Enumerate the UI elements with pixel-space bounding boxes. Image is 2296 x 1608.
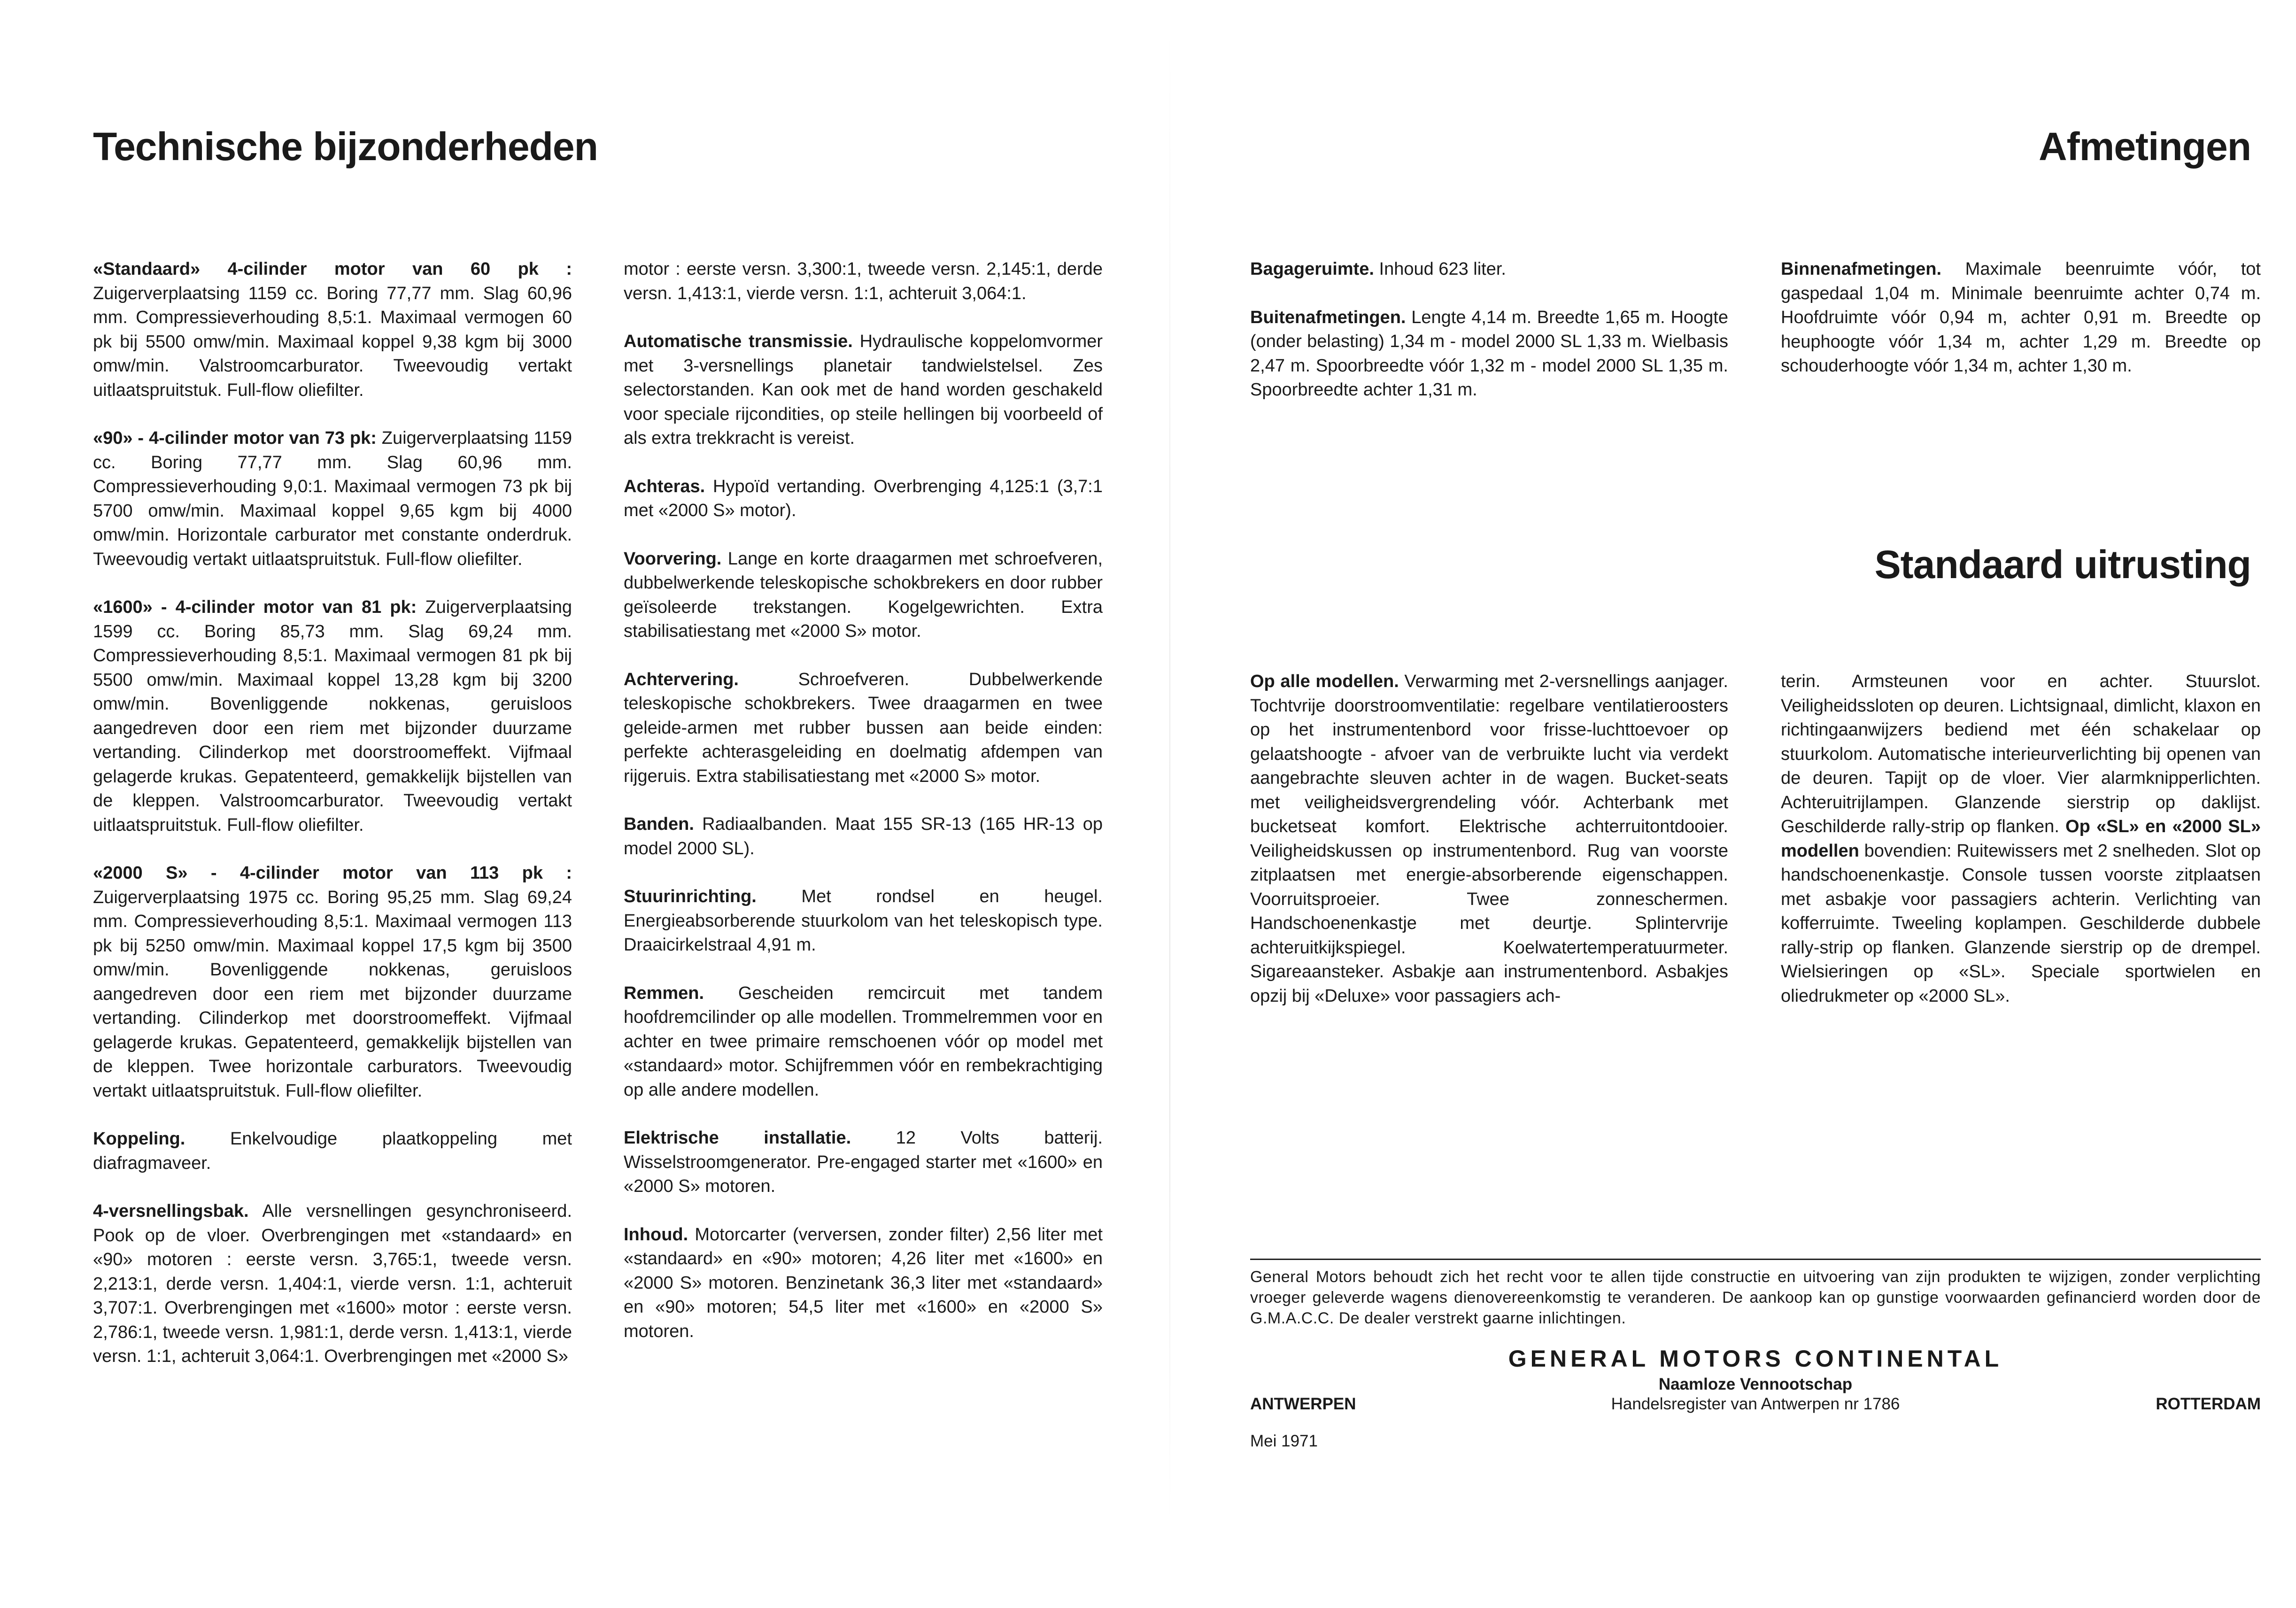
heading-afmetingen: Afmetingen — [2039, 124, 2251, 169]
heading-standaard-uitrusting: Standaard uitrusting — [1874, 542, 2251, 587]
dimension-paragraph: Buitenafmetingen. Lengte 4,14 m. Breedte 1,65 m. Hoogte (onder belasting) 1,34 m - model 2000 SL 1,33 m. Wielbasis 2,47 m. Spoorbreedte vóór 1,32 m - model 2000 SL 1,35 m. Spoorbreedte achter 1,31 m. — [1250, 307, 1728, 400]
footer — [1250, 1259, 2261, 1451]
spec-paragraph: Inhoud. Motorcarter (verversen, zonder filter) 2,56 liter met «standaard» en «90» motoren; 4,26 liter met «1600» en «2000 S» motoren. Benzinetank 36,3 liter met «standaard» en «90» motoren; 54,5 liter met «1600» en «2000 S» motoren. — [624, 1224, 1103, 1341]
spec-paragraph: «Standaard» 4-cilinder motor van 60 pk : Zuigerverplaatsing 1159 cc. Boring 77,77 mm. Slag 60,96 mm. Compressieverhouding 8,5:1. Maximaal vermogen 60 pk bij 5500 omw/min. Maximaal koppel 9,38 kgm bij 3000 omw/min. Valstroomcarburator. Tweevoudig vertakt uitlaatspruitstuk. Full-flow oliefilter. — [93, 259, 572, 400]
equipment-column-2 — [1781, 670, 2261, 1032]
company-type: Naamloze Vennootschap — [1658, 1375, 1853, 1393]
spec-paragraph: Stuurinrichting. Met rondsel en heugel. Energieabsorberende stuurkolom van het teleskopisch type. Draaicirkelstraal 4,91 m. — [624, 887, 1103, 955]
dimension-paragraph: Bagageruimte. Inhoud 623 liter. — [1250, 259, 1506, 279]
spec-paragraph: «1600» - 4-cilinder motor van 81 pk: Zuigerverplaatsing 1599 cc. Boring 85,73 mm. Slag 69,24 mm. Compressieverhouding 8,5:1. Maximaal vermogen 81 pk bij 5500 omw/min. Maximaal koppel 13,28 kgm bij 3200 omw/min. Bovenliggende nokkenas, geruisloos aangedreven door een riem met bijzonder duurzame vertanding. Cilinderkop met doorstroomeffekt. Vijfmaal gelagerde krukas. Gepatenteerd, gemakkelijk bijstellen van de kleppen. Valstroomcarburator. Tweevoudig vertakt uitlaatspruitstuk. Full-flow oliefilter. — [93, 597, 572, 835]
city-antwerpen: ANTWERPEN — [1250, 1395, 1356, 1413]
trade-register: Handelsregister van Antwerpen nr 1786 — [1611, 1395, 1900, 1413]
publication-date: Mei 1971 — [1250, 1432, 1318, 1450]
city-rotterdam: ROTTERDAM — [2156, 1395, 2261, 1413]
equipment-column-1 — [1250, 670, 1728, 1032]
address-block — [1250, 1374, 2261, 1421]
dimensions-column-1 — [1250, 257, 1728, 426]
page-fold — [1169, 28, 1170, 1522]
technical-column-1 — [93, 257, 572, 1393]
equipment-paragraph: Op alle modellen. Verwarming met 2-versnellings aanjager. Tochtvrije doorstroomventilatie: regelbare ventilatieroosters op het instrumentenbord voor frisse-luchttoevoer op gelaatshoogte - afvoer van de verbruikte lucht via verdekt aangebrachte sleuven achter in de wagen. Bucket-seats met veiligheidsvergrendeling vóór. Achterbank met bucketseat komfort. Elektrische achterruitontdooier. Veiligheidskussen op instrumentenbord. Rug van voorste zitplaatsen met energie-absorberende eigenschappen. Voorruitsproeier. Twee zonneschermen. Handschoenenkastje met deurtje. Splintervrije achteruitkijkspiegel. Koelwatertemperatuurmeter. Sigareaansteker. Asbakje aan instrumentenbord. Asbakjes opzij bij «Deluxe» voor passagiers ach- — [1250, 672, 1728, 1006]
spec-paragraph: «90» - 4-cilinder motor van 73 pk: Zuigerverplaatsing 1159 cc. Boring 77,77 mm. Slag 60,96 mm. Compressieverhouding 9,0:1. Maximaal vermogen 73 pk bij 5700 omw/min. Maximaal koppel 9,65 kgm bij 4000 omw/min. Horizontale carburator met constante onderdruk. Tweevoudig vertakt uitlaatspruitstuk. Full-flow oliefilter. — [93, 428, 572, 569]
spec-paragraph: Koppeling. Enkelvoudige plaatkoppeling met diafragmaveer. — [93, 1129, 572, 1173]
disclaimer: General Motors behoudt zich het recht voor te allen tijde constructie en uitvoering van zijn produkten te wijzigen, zonder verplichting vroeger geleverde wagens dienovereenkomstig te veranderen. De aankoop kan op gunstige voorwaarden gefinancierd worden door de G.M.A.C.C. De dealer verstrekt gaarne inlichtingen. — [1250, 1268, 2261, 1327]
dimension-paragraph: Binnenafmetingen. Maximale beenruimte vóór, tot gaspedaal 1,04 m. Minimale beenruimte achter 0,74 m. Hoofdruimte vóór 0,94 m, achter 0,91 m. Breedte op heuphoogte vóór 1,34 m, achter 1,29 m. Breedte op schouderhoogte vóór 1,34 m, achter 1,30 m. — [1781, 259, 2261, 376]
spec-paragraph: 4-versnellingsbak. Alle versnellingen gesynchroniseerd. Pook op de vloer. Overbrengingen met «standaard» en «90» motoren : eerste versn. 3,765:1, tweede versn. 2,213:1, derde versn. 1,404:1, vierde versn. 1:1, achteruit 3,707:1. Overbrengingen met «1600» motor : eerste versn. 2,786:1, tweede versn. 1,981:1, derde versn. 1,413:1, vierde versn. 1:1, achteruit 3,064:1. Overbrengingen met «2000 S» — [93, 1201, 572, 1366]
spec-paragraph: Achtervering. Schroefveren. Dubbelwerkende teleskopische schokbrekers. Twee draagarmen en twee geleide-armen met rubber bussen aan beide einden: perfekte achterasgeleiding en doelmatig afdempen van rijgeruis. Extra stabilisatiestang met «2000 S» motor. — [624, 669, 1103, 786]
dimensions-column-2 — [1781, 257, 2261, 402]
spec-paragraph: Voorvering. Lange en korte draagarmen met schroefveren, dubbelwerkende teleskopische schokbrekers en door rubber geïsoleerde trekstangen. Kogelgewrichten. Extra stabilisatiestang met «2000 S» motor. — [624, 549, 1103, 641]
spec-paragraph: Banden. Radiaalbanden. Maat 155 SR-13 (165 HR-13 op model 2000 SL). — [624, 814, 1103, 858]
company-name: GENERAL MOTORS CONTINENTAL — [1508, 1345, 2003, 1372]
spec-paragraph: Automatische transmissie. Hydraulische koppelomvormer met 3-versnellings planetair tandwielstelsel. Zes selectorstanden. Kan ook met de hand worden geschakeld voor speciale rijcondities, op steile hellingen bij voorbeeld of als extra trekkracht is vereist. — [624, 332, 1103, 448]
spec-paragraph: motor : eerste versn. 3,300:1, tweede versn. 2,145:1, derde versn. 1,413:1, vierde versn. 1:1, achteruit 3,064:1. — [624, 259, 1103, 303]
heading-technische-bijzonderheden: Technische bijzonderheden — [93, 124, 598, 169]
equipment-paragraph: terin. Armsteunen voor en achter. Stuurslot. Veiligheidssloten op deuren. Lichtsignaal, dimlicht, klaxon en richtingaanwijzers bediend met één schakelaar op stuurkolom. Automatische interieurverlichting bij openen van de deuren. Tapijt op de vloer. Vier alarmknipperlichten. Achteruitrijlampen. Glanzende sierstrip op daklijst. Geschilderde rally-strip op flanken. Op «SL» en «2000 SL» modellen bovendien: Ruitewissers met 2 snelheden. Slot op handschoenenkastje. Console tussen voorste zitplaatsen met asbakje voor passagiers achterin. Verlichting van kofferruimte. Tweeling koplampen. Geschilderde dubbele rally-strip op flanken. Glanzende sierstrip op de drempel. Wielsieringen op «SL». Speciale sportwielen en oliedrukmeter op «2000 SL». — [1781, 672, 2261, 1006]
spec-paragraph: Remmen. Gescheiden remcircuit met tandem hoofdremcilinder op alle modellen. Trommelremmen voor en achter en twee primaire remschoenen vóór op model met «standaard» motor. Schijfremmen vóór en rembekrachtiging op alle andere modellen. — [624, 983, 1103, 1100]
footer-rule — [1250, 1259, 2261, 1260]
technical-column-2 — [624, 257, 1103, 1368]
spec-paragraph: Achteras. Hypoïd vertanding. Overbrenging 4,125:1 (3,7:1 met «2000 S» motor). — [624, 476, 1103, 520]
spec-paragraph: Elektrische installatie. 12 Volts batterij. Wisselstroomgenerator. Pre-engaged starter met «1600» en «2000 S» motoren. — [624, 1128, 1103, 1196]
spec-paragraph: «2000 S» - 4-cilinder motor van 113 pk : Zuigerverplaatsing 1975 cc. Boring 95,25 mm. Slag 69,24 mm. Compressieverhouding 8,5:1. Maximaal vermogen 113 pk bij 5250 omw/min. Maximaal koppel 17,5 kgm bij 3500 omw/min. Bovenliggende nokkenas, geruisloos aangedreven door een riem met bijzonder duurzame vertanding. Cilinderkop met doorstroomeffekt. Vijfmaal gelagerde krukas. Gepatenteerd, gemakkelijk bijstellen van de kleppen. Twee horizontale carburators. Tweevoudig vertakt uitlaatspruitstuk. Full-flow oliefilter. — [93, 863, 572, 1101]
